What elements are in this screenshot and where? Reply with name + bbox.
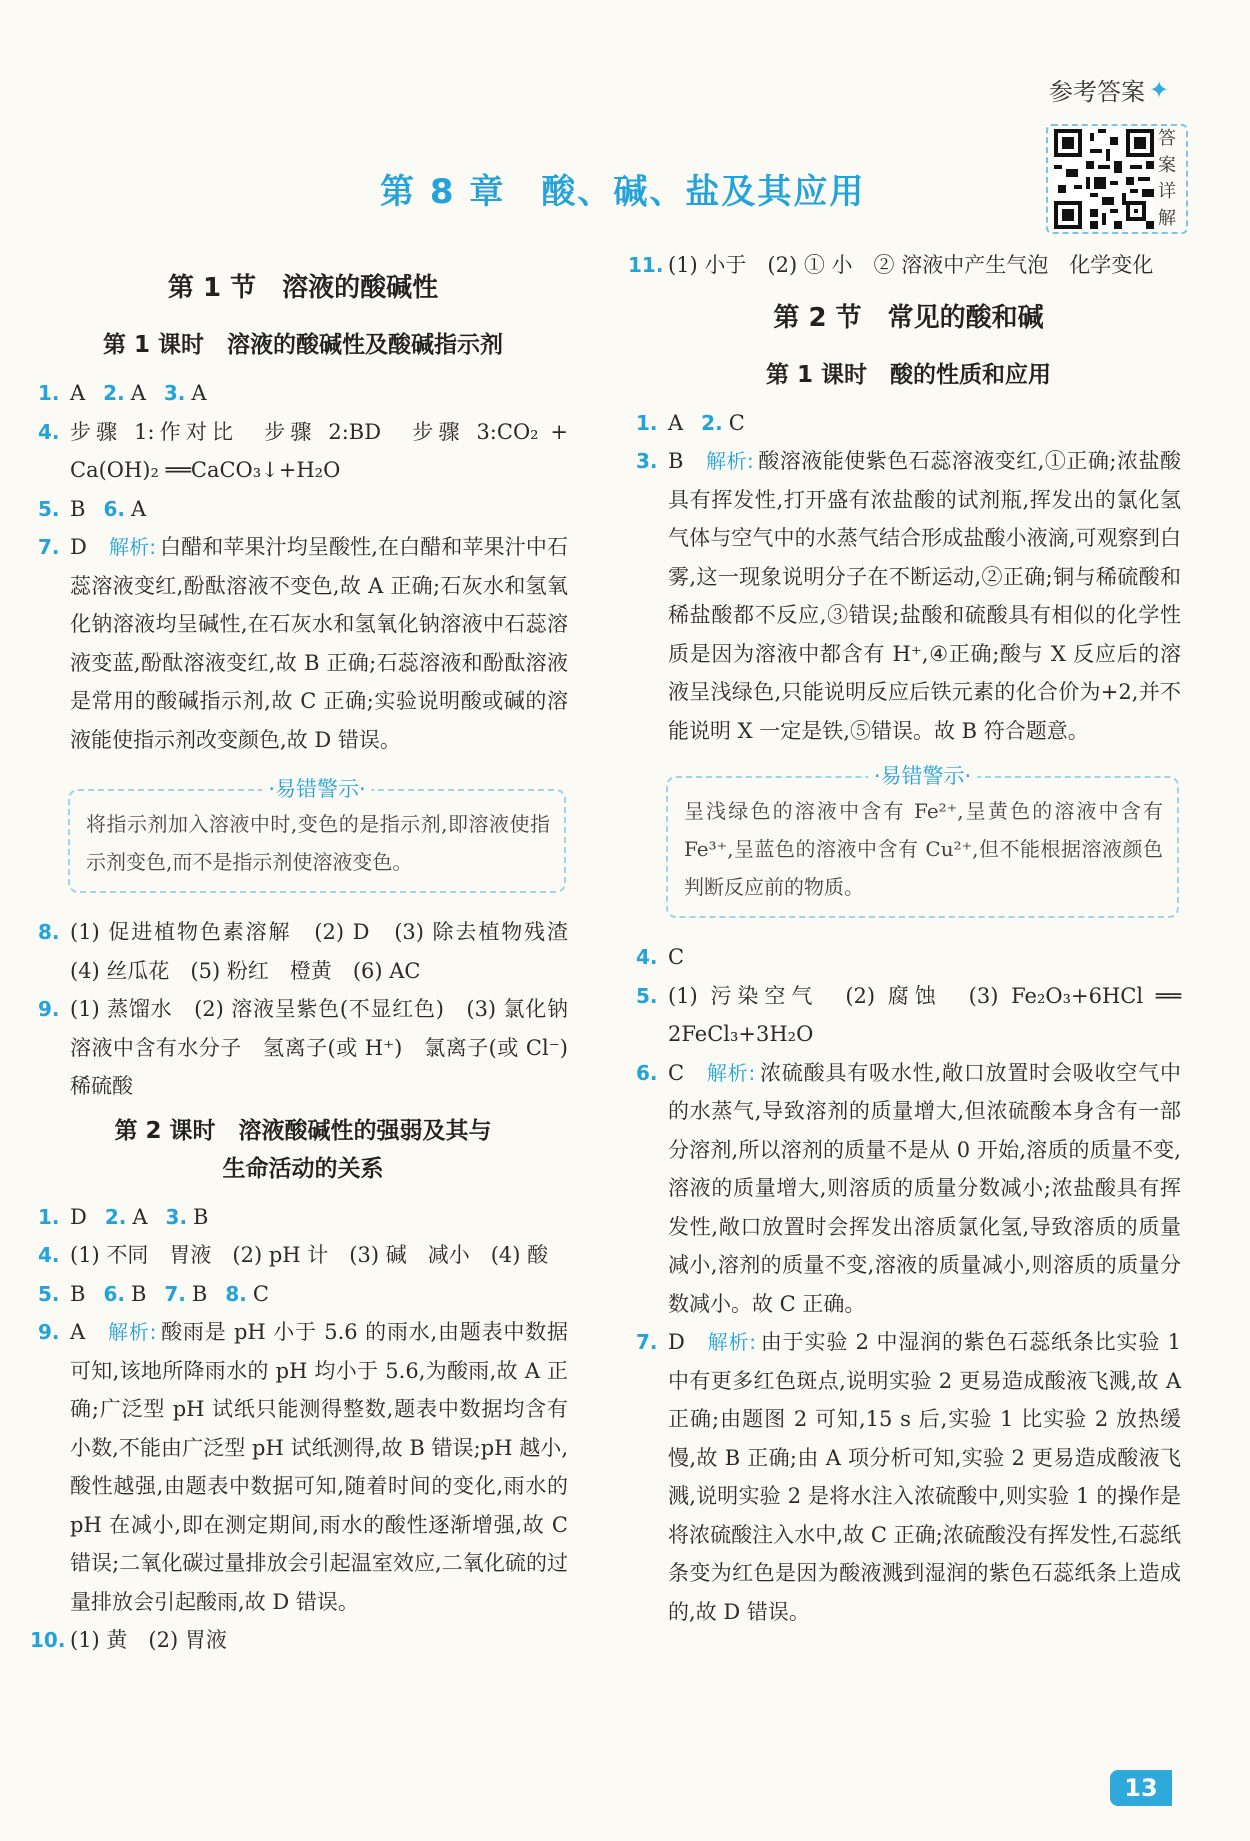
analysis-label: 解析: <box>107 1320 157 1344</box>
question-number: 2. <box>701 410 723 435</box>
answer-value: A <box>130 381 146 405</box>
question-number: 1. <box>38 1204 60 1229</box>
lesson-title-line: 第 2 课时 溶液酸碱性的强弱及其与 <box>114 1117 492 1144</box>
left-column <box>30 255 589 1660</box>
header-label <box>1049 72 1169 107</box>
answer-item <box>636 1323 1181 1631</box>
question-number: 10. <box>30 1628 66 1652</box>
question-number: 5. <box>38 496 60 521</box>
note-text: 将指示剂加入溶液中时,变色的是指示剂,即溶液使指示剂变色,而不是指示剂使溶液变色。 <box>86 812 550 874</box>
answer-value: A <box>70 1320 86 1344</box>
answer-item <box>38 990 589 1106</box>
answer-value: A <box>130 496 147 521</box>
qr-label-char: 解 <box>1158 208 1176 230</box>
answer-value: C <box>252 1281 269 1306</box>
answer-line <box>38 1198 568 1237</box>
question-number: 11. <box>628 253 664 277</box>
question-number: 4. <box>636 945 658 969</box>
analysis-label: 解析: <box>706 1060 756 1085</box>
answer-value: A <box>70 381 86 405</box>
answer-line <box>38 1275 568 1314</box>
lesson-title-line: 生命活动的关系 <box>222 1155 384 1182</box>
analysis-label: 解析: <box>108 535 156 559</box>
lesson-title: 第 1 课时 溶液的酸碱性及酸碱指示剂 <box>102 332 504 358</box>
answer-value: A <box>668 410 684 435</box>
answer-item <box>38 413 568 490</box>
question-number: 8. <box>38 920 60 944</box>
analysis-label: 解析: <box>706 1330 757 1354</box>
answer-item <box>30 1621 568 1660</box>
answer-item <box>38 528 568 759</box>
answer-text: (1) 污染空气 (2) 腐蚀 (3) Fe₂O₃+6HCl ══ 2FeCl₃+3H₂O <box>668 983 1181 1046</box>
question-number: 6. <box>636 1060 658 1085</box>
question-number: 6. <box>103 1281 125 1306</box>
qr-code-icon[interactable] <box>1054 129 1154 229</box>
question-number: 1. <box>636 410 658 435</box>
qr-label-char: 案 <box>1158 154 1176 176</box>
note-title: ·易错警示· <box>262 773 371 803</box>
answer-text: 白醋和苹果汁均呈酸性,在白醋和苹果汁中石蕊溶液变红,酚酞溶液不变色,故 A 正确;石灰水和氢氧化钠溶液均呈碱性,在石灰水和氢氧化钠溶液中石蕊溶液变蓝,酚酞溶液变红,故 B 正确;石蕊溶液和酚酞溶液是常用的酸碱指示剂,故 C 正确;实验说明酸或碱的溶液能使指示剂改变颜色,故 D 错误。 <box>70 535 568 752</box>
answer-item <box>38 1236 568 1275</box>
question-number: 3. <box>163 381 186 405</box>
right-column <box>628 246 1181 1631</box>
answer-value: A <box>132 1204 148 1229</box>
question-number: 5. <box>636 983 658 1008</box>
answer-value: D <box>70 535 87 559</box>
question-number: 4. <box>38 1243 60 1267</box>
sparkle-star-icon: ✦ <box>1149 75 1170 104</box>
qr-code-box[interactable] <box>1046 124 1188 234</box>
answer-value: C <box>668 1060 685 1085</box>
question-number: 7. <box>164 1281 186 1306</box>
answer-item <box>636 442 1181 750</box>
answer-value: B <box>191 1281 208 1306</box>
note-text: 呈浅绿色的溶液中含有 Fe²⁺,呈黄色的溶液中含有 Fe³⁺,呈蓝色的溶液中含有 Cu²⁺,但不能根据溶液颜色判断反应前的物质。 <box>684 799 1163 899</box>
common-mistake-note <box>68 777 566 893</box>
question-number: 7. <box>636 1330 658 1354</box>
answer-item <box>636 938 1181 977</box>
answer-text: (1) 促进植物色素溶解 (2) D (3) 除去植物残渣 (4) 丝瓜花 (5) 粉红 橙黄 (6) AC <box>70 920 589 983</box>
question-number: 7. <box>38 535 60 559</box>
answer-value: D <box>70 1204 87 1229</box>
qr-label-char: 答 <box>1158 128 1176 149</box>
lesson-title <box>38 1112 568 1188</box>
header-label-text: 参考答案 <box>1049 78 1145 106</box>
answer-value: A <box>191 381 207 405</box>
answer-value: B <box>70 496 86 521</box>
question-number: 9. <box>38 997 60 1021</box>
answer-text: 由于实验 2 中湿润的紫色石蕊纸条比实验 1 中有更多红色斑点,说明实验 2 更易造成酸液飞溅,故 A 正确;由题图 2 可知,15 s 后,实验 1 比实验 2 放热缓慢,故 B 正确;由 A 项分析可知,实验 2 更易造成酸液飞溅,说明实验 2 是将水注入浓硫酸中,则实验 1 的操作是将浓硫酸注入水中,故 C 正确;浓硫酸没有挥发性,石蕊纸条变为红色是因为酸液溅到湿润的紫色石蕊纸条上造成的,故 D 错误。 <box>668 1330 1181 1624</box>
answer-text: (1) 不同 胃液 (2) pH 计 (3) 碱 减小 (4) 酸 <box>70 1243 549 1267</box>
answer-text: 步骤 1:作对比 步骤 2:BD 步骤 3:CO₂ + Ca(OH)₂ ══CaCO₃↓+H₂O <box>70 419 568 482</box>
answer-line <box>38 374 568 413</box>
answer-item <box>628 246 1181 285</box>
answer-line <box>636 404 1181 443</box>
answer-value: B <box>70 1281 86 1306</box>
question-number: 9. <box>38 1320 60 1344</box>
question-number: 3. <box>636 449 658 473</box>
answer-value: C <box>668 945 685 969</box>
answer-text: (1) 小于 (2) ① 小 ② 溶液中产生气泡 化学变化 <box>668 253 1154 277</box>
qr-label <box>1158 129 1176 229</box>
section-title: 第 2 节 常见的酸和碱 <box>773 302 1044 333</box>
analysis-label: 解析: <box>705 449 754 473</box>
question-number: 2. <box>104 1204 127 1229</box>
answer-text: (1) 黄 (2) 胃液 <box>70 1628 227 1652</box>
answer-value: B <box>668 449 684 473</box>
answer-value: B <box>130 1281 147 1306</box>
answer-text: 酸雨是 pH 小于 5.6 的雨水,由题表中数据可知,该地所降雨水的 pH 均小于 5.6,为酸雨,故 A 正确;广泛型 pH 试纸只能测得整数,题表中数据均含有小数,不能由广泛型 pH 试纸测得,故 B 错误;pH 越小,酸性越强,由题表中数据可知,随着时间的变化,雨水的 pH 在减小,即在测定期间,雨水的酸性逐渐增强,故 C 错误;二氧化碳过量排放会引起温室效应,二氧化硫的过量排放会引起酸雨,故 D 错误。 <box>70 1320 568 1614</box>
question-number: 2. <box>103 381 125 405</box>
qr-label-char: 详 <box>1158 181 1176 203</box>
chapter-title: 第 8 章 酸、碱、盐及其应用 <box>380 172 866 212</box>
answer-text: 浓硫酸具有吸水性,敞口放置时会吸收空气中的水蒸气,导致溶剂的质量增大,但浓硫酸本身含有一部分溶剂,所以溶剂的质量不是从 0 开始,溶质的质量不变,溶液的质量增大,则溶质的质量分数减小;浓盐酸具有挥发性,敞口放置时会挥发出溶质氯化氢,导致溶质的质量减小,溶剂的质量不变,溶液的质量减小,则溶质的质量分数减小。故 C 正确。 <box>668 1060 1181 1316</box>
answer-value: D <box>668 1330 685 1354</box>
answer-line <box>38 490 568 529</box>
answer-text: (1) 蒸馏水 (2) 溶液呈紫色(不显红色) (3) 氯化钠溶液中含有水分子 氢离子(或 H⁺) 氯离子(或 Cl⁻) 稀硫酸 <box>70 997 589 1098</box>
lesson-title: 第 1 课时 酸的性质和应用 <box>765 361 1052 388</box>
question-number: 8. <box>225 1281 247 1306</box>
note-title: ·易错警示· <box>868 760 977 790</box>
answer-value: C <box>728 410 745 435</box>
page-number: 13 <box>1110 1770 1172 1806</box>
answer-item <box>636 977 1181 1054</box>
question-number: 1. <box>38 381 60 405</box>
question-number: 5. <box>38 1281 60 1306</box>
question-number: 3. <box>165 1204 188 1229</box>
question-number: 6. <box>103 496 125 521</box>
answer-item <box>38 1313 568 1621</box>
answer-value: B <box>193 1204 209 1229</box>
common-mistake-note <box>666 764 1179 918</box>
question-number: 4. <box>38 419 60 444</box>
answer-item <box>38 913 589 990</box>
section-title: 第 1 节 溶液的酸碱性 <box>167 273 439 303</box>
answer-item <box>636 1054 1181 1324</box>
answer-text: 酸溶液能使紫色石蕊溶液变红,①正确;浓盐酸具有挥发性,打开盛有浓盐酸的试剂瓶,挥发出的氯化氢气体与空气中的水蒸气结合形成盐酸小液滴,可观察到白雾,这一现象说明分子在不断运动,②正确;铜与稀硫酸和稀盐酸都不反应,③错误;盐酸和硫酸具有相似的化学性质是因为溶液中都含有 H⁺,④正确;酸与 X 反应后的溶液呈浅绿色,只能说明反应后铁元素的化合价为+2,并不能说明 X 一定是铁,⑤错误。故 B 符合题意。 <box>668 449 1181 743</box>
